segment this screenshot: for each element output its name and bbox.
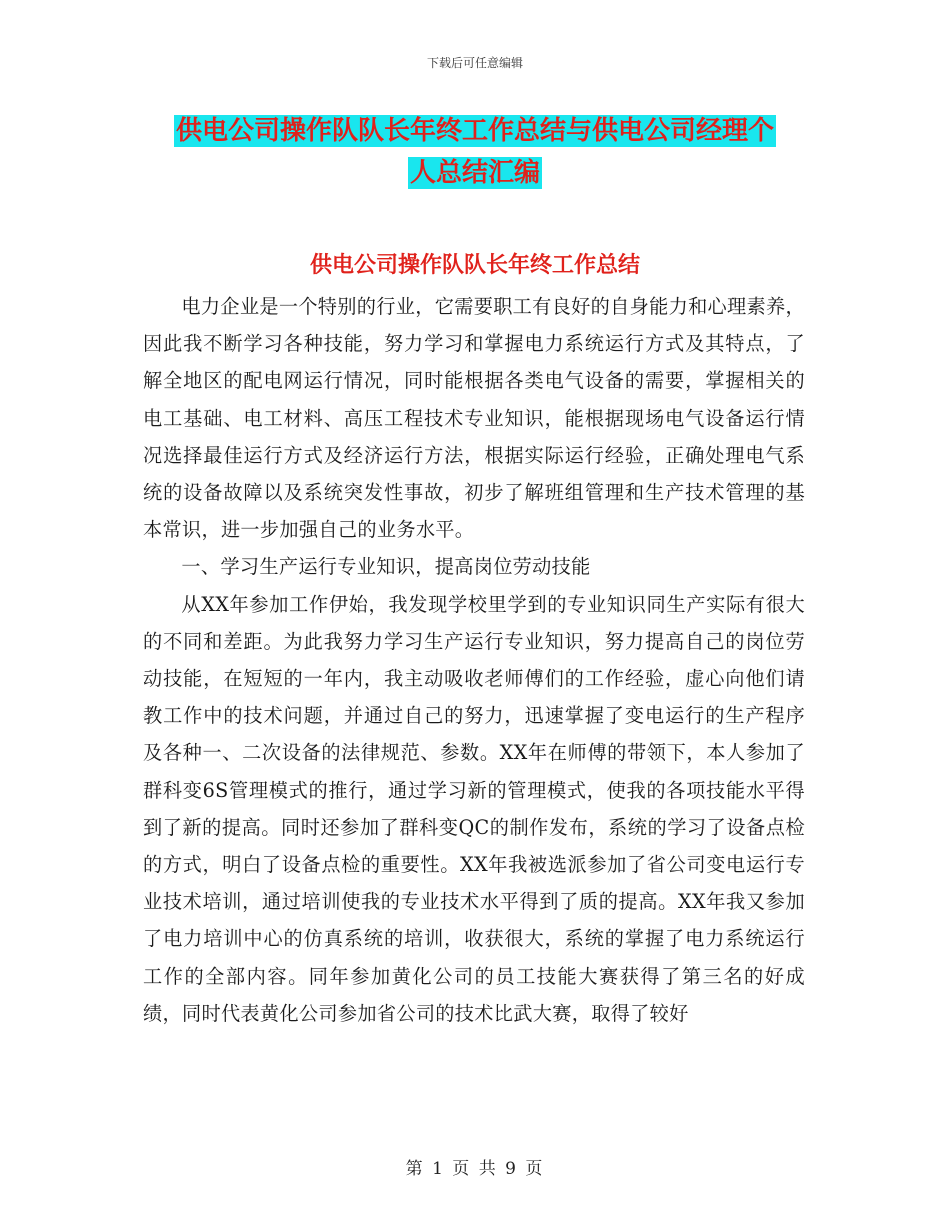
paragraph-intro: 电力企业是一个特别的行业，它需要职工有良好的自身能力和心理素养，因此我不断学习各种技能，努力学习和掌握电力系统运行方式及其特点，了解全地区的配电网运行情况，同时能根据各类电气设备的需要，掌握相关的电工基础、电工材料、高压工程技术专业知识，能根据现场电气设备运行情况选择最佳运行方式及经济运行方法，根据实际运行经验，正确处理电气系统的设备故障以及系统突发性事故，初步了解班组管理和生产技术管理的基本常识，进一步加强自己的业务水平。 [143,295,805,542]
paragraph-heading-1: 一、学习生产运行专业知识，提高岗位劳动技能 [181,555,591,579]
section-title: 供电公司操作队队长年终工作总结 [309,253,640,278]
header-note: 下载后可任意编辑 [426,56,523,70]
page-footer: 第 1 页 共 9 页 [405,1159,545,1179]
body-text [143,288,805,1032]
document-title [0,110,950,194]
document-title-line-2: 人总结汇编 [409,158,540,188]
paragraph-body-1: 从XX年参加工作伊始，我发现学校里学到的专业知识同生产实际有很大的不同和差距。为此我努力学习生产运行专业知识，努力提高自己的岗位劳动技能，在短短的一年内，我主动吸收老师傅们的工作经验，虚心向他们请教工作中的技术问题，并通过自己的努力，迅速掌握了变电运行的生产程序及各种一、二次设备的法律规范、参数。XX年在师傅的带领下，本人参加了群科变6S管理模式的推行，通过学习新的管理模式，使我的各项技能水平得到了新的提高。同时还参加了群科变QC的制作发布，系统的学习了设备点检的方式，明白了设备点检的重要性。XX年我被选派参加了省公司变电运行专业技术培训，通过培训使我的专业技术水平得到了质的提高。XX年我又参加了电力培训中心的仿真系统的培训，收获很大，系统的掌握了电力系统运行工作的全部内容。同年参加黄化公司的员工技能大赛获得了第三名的好成绩，同时代表黄化公司参加省公司的技术比武大赛，取得了较好 [143,592,805,1025]
document-title-line-1: 供电公司操作队队长年终工作总结与供电公司经理个 [175,116,774,146]
